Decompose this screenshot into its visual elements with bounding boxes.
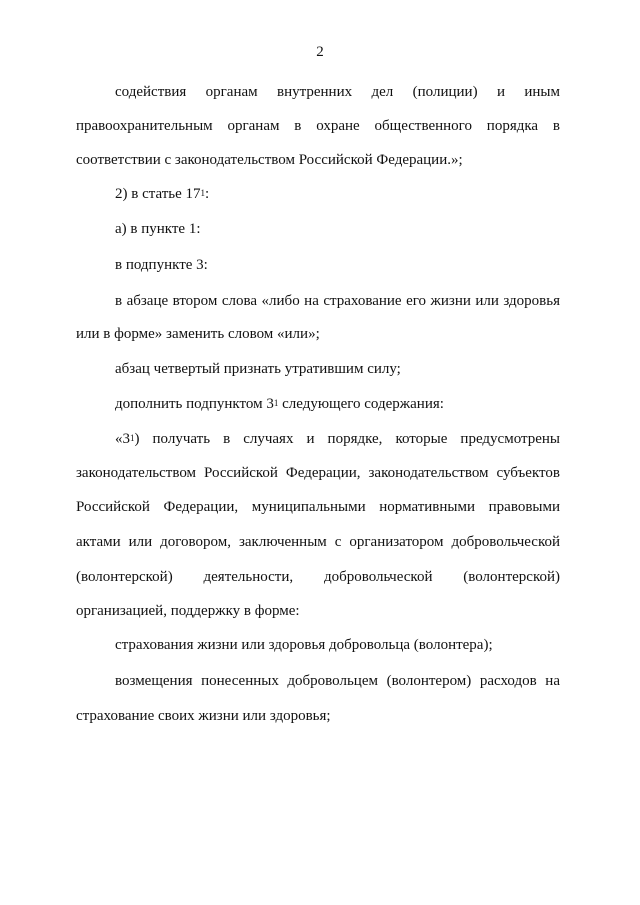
- text-line: актами или договором, заключенным с организатором добровольческой: [76, 534, 560, 550]
- text-run: «3: [115, 431, 130, 447]
- text-line: абзац четвертый признать утратившим силу;: [115, 361, 401, 377]
- superscript: 1: [130, 433, 135, 443]
- text-line: организацией, поддержку в форме:: [76, 603, 300, 619]
- text-line: возмещения понесенных добровольцем (волонтером) расходов на: [115, 673, 560, 689]
- text-line: законодательством Российской Федерации, законодательством субъектов: [76, 465, 560, 481]
- text-run: ) получать в случаях и порядке, которые предусмотрены: [134, 431, 560, 447]
- superscript: 1: [273, 398, 279, 408]
- text-line: в подпункте 3:: [115, 257, 208, 273]
- text-line: [115, 395, 444, 413]
- text-line: правоохранительным органам в охране общественного порядка в: [76, 118, 560, 134]
- text-line: [115, 185, 209, 203]
- text-line: страхование своих жизни или здоровья;: [76, 708, 331, 724]
- text-line: содействия органам внутренних дел (полиции) и иным: [115, 84, 560, 100]
- text-line: Российской Федерации, муниципальными нормативными правовыми: [76, 499, 560, 515]
- text-line: в абзаце втором слова «либо на страхование его жизни или здоровья: [115, 293, 560, 309]
- text-line: или в форме» заменить словом «или»;: [76, 326, 320, 342]
- text-run: :: [205, 186, 210, 202]
- text-line: соответствии с законодательством Российской Федерации.»;: [76, 152, 463, 168]
- text-run: дополнить подпунктом 3: [115, 396, 274, 412]
- text-line: (волонтерской) деятельности, добровольческой (волонтерской): [76, 569, 560, 585]
- text-run: 2) в статье 17: [115, 186, 201, 202]
- page-number: 2: [316, 44, 324, 60]
- superscript: 1: [200, 188, 206, 198]
- text-line: [115, 430, 560, 448]
- text-line: а) в пункте 1:: [115, 221, 201, 237]
- text-line: страхования жизни или здоровья добровольца (волонтера);: [115, 637, 493, 653]
- text-run: следующего содержания:: [278, 396, 444, 412]
